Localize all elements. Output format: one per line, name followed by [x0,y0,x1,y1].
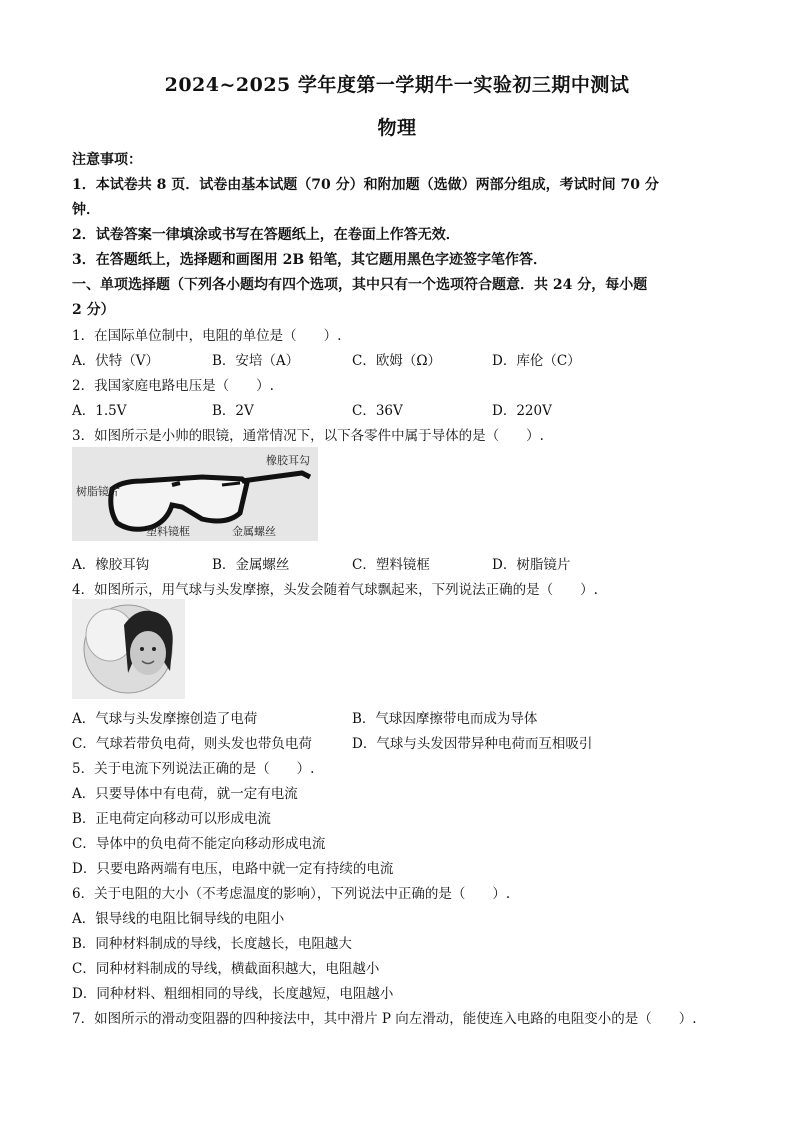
question-3-option-a: A．橡胶耳钩 [72,557,150,573]
question-4-option-d: D．气球与头发因带异种电荷而互相吸引 [352,736,593,752]
question-1-stem: 1．在国际单位制中，电阻的单位是（ ）. [72,328,342,344]
question-3-option-b: B．金属螺丝 [212,557,290,573]
notes-heading: 注意事项： [72,152,142,168]
note-1-cont: 钟． [72,202,100,218]
page-title: 2024~2025 学年度第一学期牛一实验初三期中测试 [164,74,630,96]
section-heading-cont: 2 分） [72,302,115,318]
question-1-option-d: D．库伦（C） [492,353,581,369]
label-screw: 金属螺丝 [232,525,276,538]
note-3: 3．在答题纸上，选择题和画图用 2B 铅笔，其它题用黑色字迹签字笔作答． [72,252,548,268]
glasses-figure [72,447,318,541]
subject-title: 物理 [377,117,417,139]
question-2-option-b: B．2V [212,403,254,419]
label-lens: 树脂镜片 [76,485,120,498]
question-1-option-b: B．安培（A） [212,353,300,369]
question-5-stem: 5．关于电流下列说法正确的是（ ）. [72,761,315,777]
question-4-option-b: B．气球因摩擦带电而成为导体 [352,711,538,727]
note-1: 1．本试卷共 8 页．试卷由基本试题（70 分）和附加题（选做）两部分组成，考试时间 70 分 [72,177,659,193]
question-4-option-c: C．气球若带负电荷，则头发也带负电荷 [72,736,312,752]
question-6-stem: 6．关于电阻的大小（不考虑温度的影响），下列说法中正确的是（ ）. [72,886,511,902]
label-ear-hook: 橡胶耳勾 [266,454,310,467]
balloon-figure [72,599,185,699]
question-6-option-a: A．银导线的电阻比铜导线的电阻小 [72,911,285,927]
question-4-stem: 4．如图所示，用气球与头发摩擦，头发会随着气球飘起来，下列说法正确的是（ ）. [72,582,598,598]
question-6-option-b: B．同种材料制成的导线，长度越长，电阻越大 [72,936,352,952]
label-frame: 塑料镜框 [146,525,190,538]
note-2: 2．试卷答案一律填涂或书写在答题纸上，在卷面上作答无效． [72,227,460,243]
question-5-option-a: A．只要导体中有电荷，就一定有电流 [72,786,298,802]
question-6-option-d: D．同种材料、粗细相同的导线，长度越短，电阻越小 [72,986,394,1002]
question-1-option-c: C．欧姆（Ω） [352,353,442,369]
question-2-option-c: C．36V [352,403,403,419]
question-5-option-b: B．正电荷定向移动可以形成电流 [72,811,271,827]
question-7-stem: 7．如图所示的滑动变阻器的四种接法中，其中滑片 P 向左滑动，能使连入电路的电阻变小的是（ ）. [72,1011,697,1027]
question-3-option-d: D．树脂镜片 [492,557,571,573]
section-heading: 一、单项选择题（下列各小题均有四个选项，其中只有一个选项符合题意．共 24 分，每小题 [72,277,648,293]
question-5-option-d: D．只要电路两端有电压，电路中就一定有持续的电流 [72,861,394,877]
question-2-option-d: D．220V [492,403,552,419]
question-3-option-c: C．塑料镜框 [352,557,430,573]
question-6-option-c: C．同种材料制成的导线，横截面积越大，电阻越小 [72,961,380,977]
question-3-stem: 3．如图所示是小帅的眼镜，通常情况下，以下各零件中属于导体的是（ ）. [72,428,544,444]
balloon-hair-illustration [72,599,185,699]
question-2-option-a: A．1.5V [72,403,127,419]
question-5-option-c: C．导体中的负电荷不能定向移动形成电流 [72,836,326,852]
question-1-option-a: A．伏特（V） [72,353,159,369]
question-4-option-a: A．气球与头发摩擦创造了电荷 [72,711,258,727]
question-2-stem: 2．我国家庭电路电压是（ ）. [72,378,274,394]
